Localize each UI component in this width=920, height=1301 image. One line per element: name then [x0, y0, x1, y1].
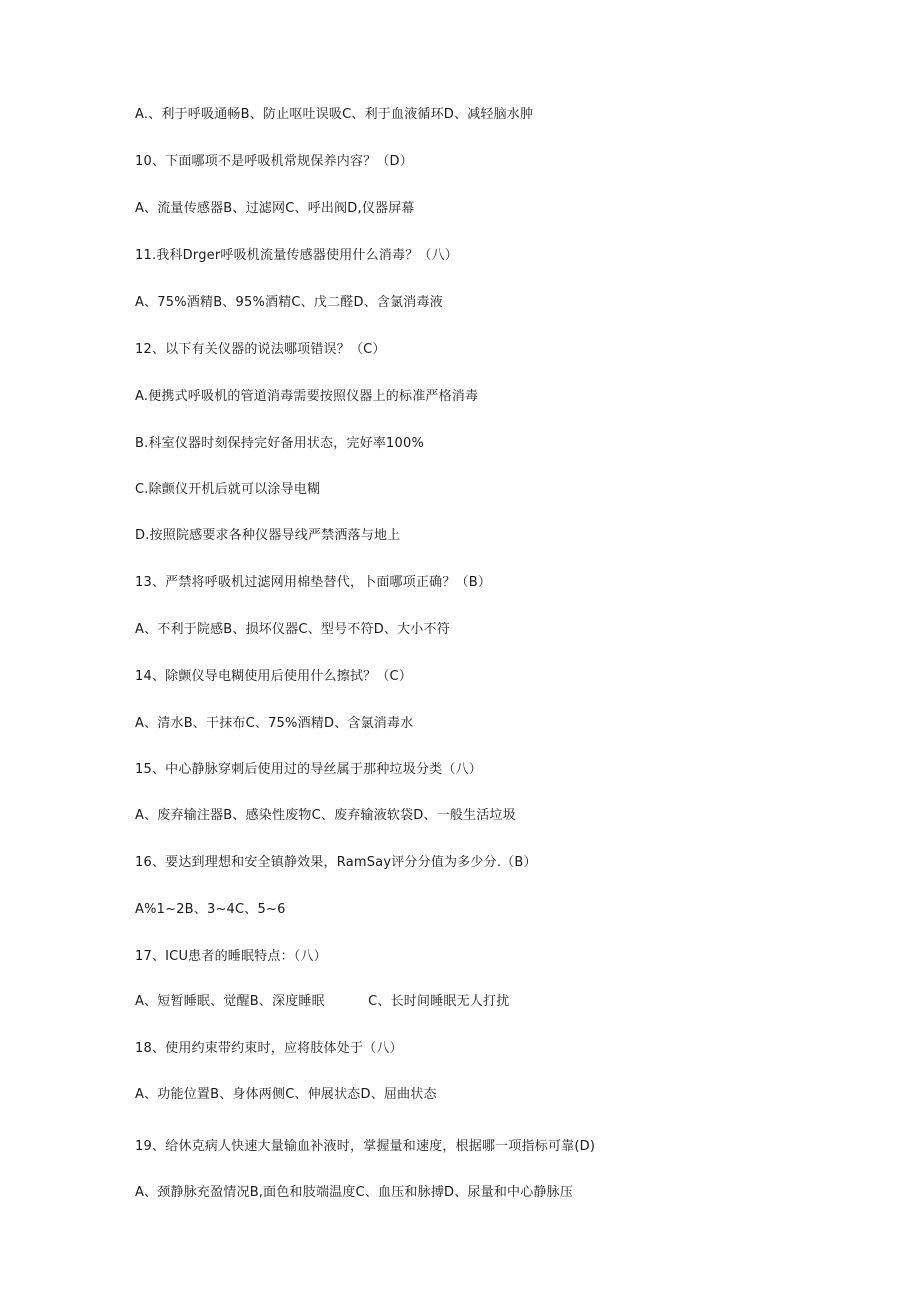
option-line-q11: A、75%酒精B、95%酒精C、戊二醛D、含氯消毒液 — [135, 295, 443, 310]
option-line-q19: A、颈静脉充盈情况B,面色和肢端温度C、血压和脉搏D、尿量和中心静脉压 — [135, 1185, 574, 1200]
question-19: 19、给休克病人快速大量输血补液时，掌握量和速度，根据哪一项指标可靠(D) — [135, 1139, 596, 1154]
question-14: 14、除颤仪导电糊使用后使用什么擦拭？（C） — [135, 669, 413, 684]
question-13: 13、严禁将呼吸机过滤网用棉垫替代，卜面哪项正确？（B） — [135, 575, 492, 590]
option-line-q14: A、清水B、干抹布C、75%酒精D、含氯消毒水 — [135, 716, 414, 731]
question-16: 16、要达到理想和安全镇静效果，RamSay评分分值为多少分.（B） — [135, 855, 537, 870]
option-line-q18: A、功能位置B、身体两侧C、伸展状态D、屈曲状态 — [135, 1087, 437, 1102]
question-18: 18、使用约束带约束时，应将肢体处于（八） — [135, 1041, 403, 1056]
option-line-q16: A%1~2B、3~4C、5~6 — [135, 902, 286, 917]
option-line-q13: A、不利于院感B、损坏仪器C、型号不符D、大小不符 — [135, 622, 450, 637]
option-12-d: D.按照院感要求各种仪器导线严禁洒落与地上 — [135, 528, 401, 543]
option-12-c: C.除颤仪开机后就可以涂导电糊 — [135, 482, 321, 497]
option-line-q9: A.、利于呼吸通畅B、防止呕吐误吸C、利于血液循环D、减轻脑水肿 — [135, 107, 534, 122]
question-15: 15、中心静脉穿刺后使用过的导丝属于那种垃圾分类（八） — [135, 762, 482, 777]
question-10: 10、下面哪项不是呼吸机常规保养内容？（D） — [135, 154, 413, 169]
option-line-q17: A、短暂睡眠、觉醒B、深度睡眠 C、长时间睡眠无人打扰 — [135, 994, 510, 1009]
option-line-q10: A、流量传感器B、过滤网C、呼出阀D,仪器屏幕 — [135, 201, 415, 216]
question-12: 12、以下有关仪器的说法哪项错误？（C） — [135, 342, 386, 357]
option-12-b: B.科室仪器时刻保持完好备用状态，完好率100% — [135, 436, 425, 451]
question-17: 17、ICU患者的睡眠特点：（八） — [135, 949, 327, 964]
question-11: 11.我科Drger呼吸机流量传感器使用什么消毒？（八） — [135, 248, 458, 263]
option-12-a: A.便携式呼吸机的管道消毒需要按照仪器上的标准严格消毒 — [135, 389, 479, 404]
option-line-q15: A、废弃输注器B、感染性废物C、废弃输液软袋D、一般生活垃圾 — [135, 808, 516, 823]
